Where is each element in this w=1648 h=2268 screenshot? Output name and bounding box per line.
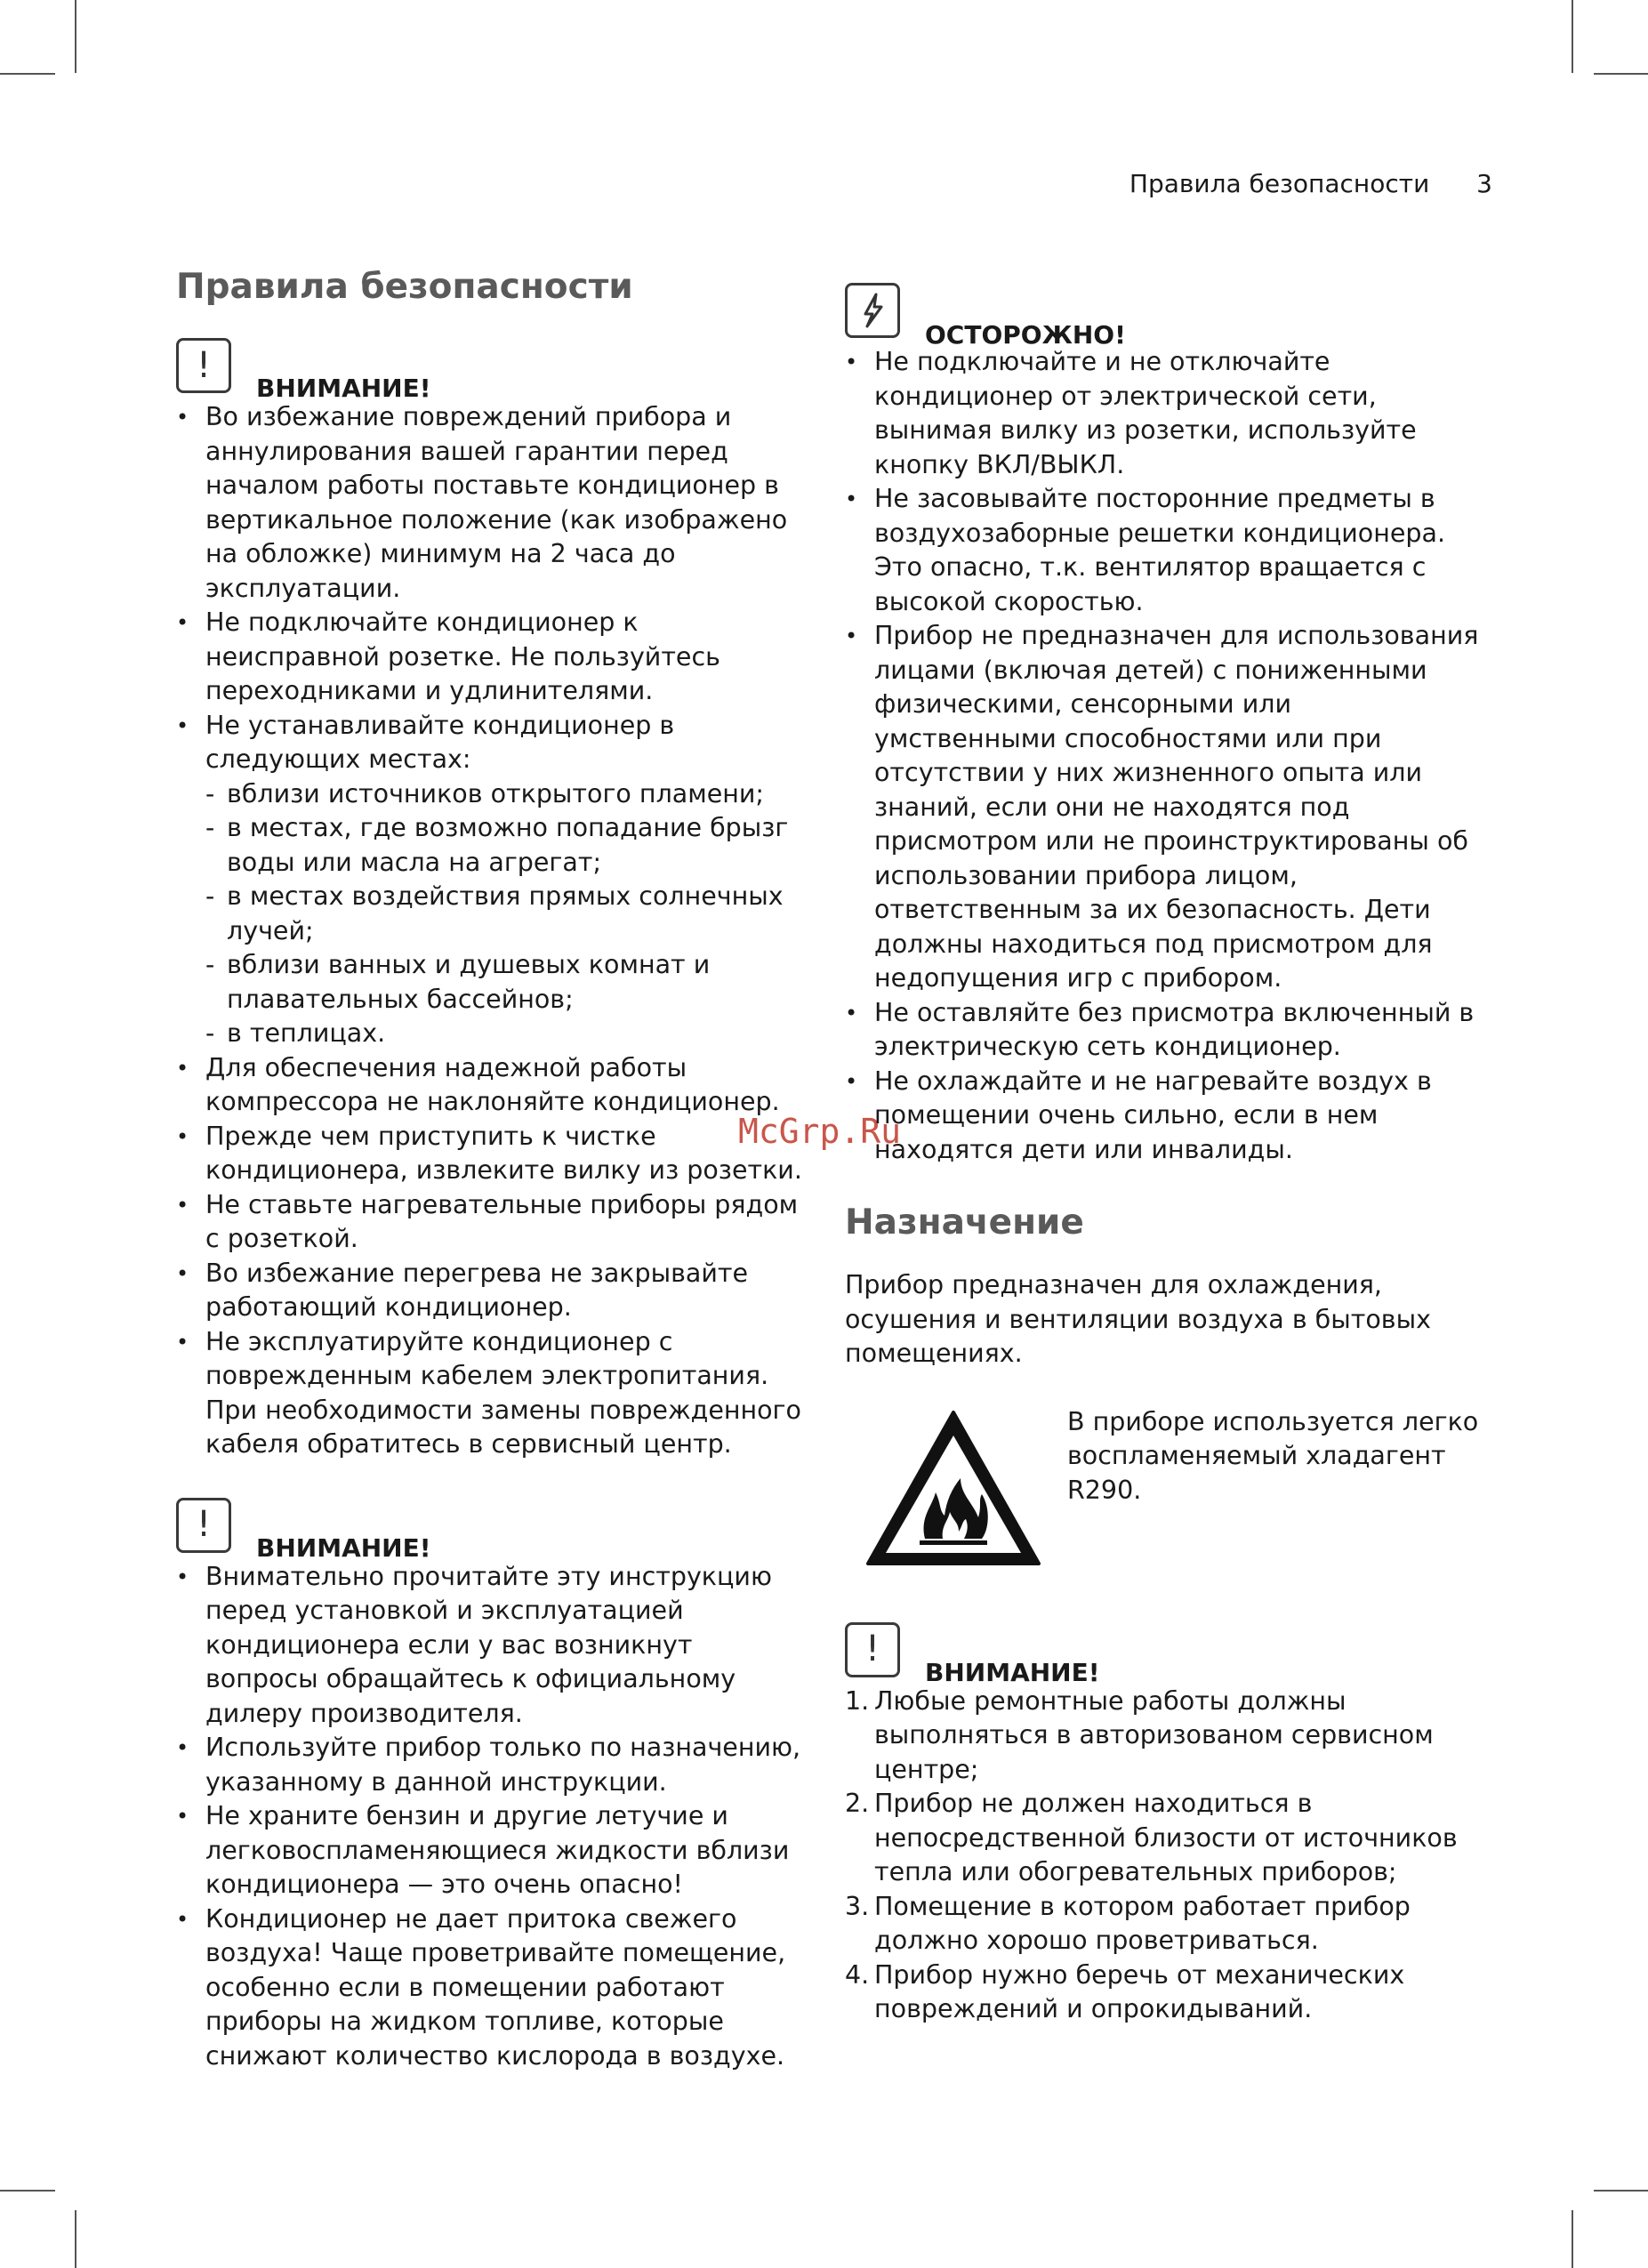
- header-title: Правила безопасности: [1129, 169, 1430, 198]
- sub-list-item: - вблизи ванных и душевых комнат и плавательных бассейнов;: [205, 950, 711, 1014]
- sub-list-item: - в местах воздействия прямых солнечных лучей;: [205, 881, 784, 945]
- crop-mark: [1594, 2190, 1648, 2192]
- list-item: • Прежде чем приступить к чистке кондиционера, извлеките вилку из розетки.: [176, 1121, 802, 1185]
- section-heading-safety: Правила безопасности: [176, 267, 633, 307]
- numbered-warning-list: [845, 1685, 1481, 2027]
- list-item: • Не подключайте кондиционер к неисправной розетке. Не пользуйтесь переходниками и удлинителями.: [176, 607, 720, 705]
- crop-mark: [0, 73, 55, 75]
- sub-list-item: - в местах, где возможно попадание брызг воды или масла на агрегат;: [205, 813, 789, 877]
- list-item: 4. Прибор нужно беречь от механических повреждений и опрокидываний.: [845, 1959, 1405, 2023]
- warning-title: ВНИМАНИЕ!: [925, 1657, 1100, 1687]
- list-item: • Не охлаждайте и не нагревайте воздух в помещении очень сильно, если в нем находятся дети или инвалиды.: [845, 1066, 1432, 1164]
- list-item: • Не оставляйте без присмотра включенный в электрическую сеть кондиционер.: [845, 997, 1475, 1061]
- list-item: • Не устанавливайте кондиционер в следующих местах: - вблизи источников открытого пламени; - в местах, где возможно попадание брызг воды или масла на агрегат; - в местах воздействия прямых солнечных лучей; - вблизи ванных и душевых комнат и плавательных бассейнов; - в теплицах.: [176, 709, 812, 1051]
- page-number: 3: [1476, 169, 1492, 198]
- crop-mark: [1572, 2210, 1573, 2268]
- exclamation-icon: !: [845, 1622, 900, 1677]
- flammable-notice: [845, 1405, 1481, 1583]
- caution-list: [845, 345, 1481, 1167]
- caution-title: ОСТОРОЖНО!: [925, 320, 1126, 350]
- crop-mark: [1594, 73, 1648, 75]
- list-item: 1. Любые ремонтные работы должны выполняться в авторизованом сервисном центре;: [845, 1685, 1434, 1784]
- crop-mark: [75, 0, 76, 73]
- list-item: • Не подключайте и не отключайте кондиционер от электрической сети, вынимая вилку из розетки, используйте кнопку ВКЛ/ВЫКЛ.: [845, 347, 1417, 479]
- list-item: 2. Прибор не должен находиться в непосредственной близости от источников тепла или обогревательных приборов;: [845, 1789, 1458, 1886]
- list-item: • Не храните бензин и другие летучие и легковоспламеняющиеся жидкости вблизи кондиционера — это очень опасно!: [176, 1801, 790, 1899]
- purpose-text: Прибор предназначен для охлаждения, осушения и вентиляции воздуха в бытовых помещениях.: [845, 1270, 1431, 1368]
- lightning-icon: [845, 283, 900, 338]
- sub-list-item: - вблизи источников открытого пламени;: [205, 778, 765, 808]
- crop-mark: [75, 2210, 76, 2268]
- section-heading-purpose: Назначение: [845, 1202, 1084, 1243]
- right-column: [845, 283, 1481, 2027]
- watermark: McGrp.Ru: [738, 1112, 902, 1151]
- list-item: • Не засовывайте посторонние предметы в воздухозаборные решетки кондиционера. Это опасно, т.к. вентилятор вращается с высокой скоростью.: [845, 484, 1446, 616]
- sub-list: [205, 777, 812, 1051]
- list-item: • Внимательно прочитайте эту инструкцию перед установкой и эксплуатацией кондиционера если у вас возникнут вопросы обращайтесь к официальному дилеру производителя.: [176, 1561, 772, 1728]
- list-item: • Не ставьте нагревательные приборы рядом с розеткой.: [176, 1189, 799, 1253]
- warning-title: ВНИМАНИЕ!: [256, 1532, 431, 1563]
- crop-mark: [0, 2190, 55, 2192]
- caution-header: [845, 283, 1481, 350]
- sub-list-item: - в теплицах.: [205, 1018, 386, 1048]
- list-item: • Прибор не предназначен для использования лицами (включая детей) с пониженными физическими, сенсорными или умственными способностями или при отсутствии у них жизненного опыта или знаний, если они не находятся под присмотром или не проинструктированы об использовании прибора лицом, ответственным за их безопасность. Дети должны находиться под присмотром для недопущения игр с прибором.: [845, 621, 1479, 993]
- refrigerant-text: В приборе используется легко воспламеняемый хладагент R290.: [1067, 1406, 1479, 1505]
- left-column: [176, 267, 812, 2073]
- list-item: • Во избежание повреждений прибора и аннулирования вашей гарантии перед началом работы поставьте кондиционер в вертикальное положение (как изображено на обложке) минимум на 2 часа до эксплуатации.: [176, 402, 788, 603]
- list-item: 3. Помещение в котором работает прибор должно хорошо проветриваться.: [845, 1891, 1411, 1955]
- exclamation-icon: !: [176, 338, 231, 393]
- list-item: • Используйте прибор только по назначению, указанному в данной инструкции.: [176, 1733, 801, 1797]
- exclamation-icon: !: [176, 1498, 231, 1553]
- list-item: • Не эксплуатируйте кондиционер с поврежденным кабелем электропитания. При необходимости замены поврежденного кабеля обратитесь в сервисный центр.: [176, 1326, 801, 1459]
- warning-list: [176, 1560, 812, 2074]
- crop-mark: [1572, 0, 1573, 73]
- list-item: • Кондиционер не дает притока свежего воздуха! Чаще проветривайте помещение, особенно если в помещении работают приборы на жидком топливе, которые снижают количество кислорода в воздухе.: [176, 1903, 786, 2071]
- running-header: [1129, 169, 1492, 198]
- warning-header: [845, 1622, 1481, 1685]
- warning-list: [176, 400, 812, 1462]
- list-item: • Для обеспечения надежной работы компрессора не наклоняйте кондиционер.: [176, 1052, 780, 1116]
- warning-title: ВНИМАНИЕ!: [256, 374, 431, 403]
- warning-header: [176, 338, 812, 403]
- flammable-warning-icon: [864, 1407, 1042, 1571]
- list-item: • Во избежание перегрева не закрывайте работающий кондиционер.: [176, 1258, 749, 1322]
- warning-header: [176, 1498, 812, 1563]
